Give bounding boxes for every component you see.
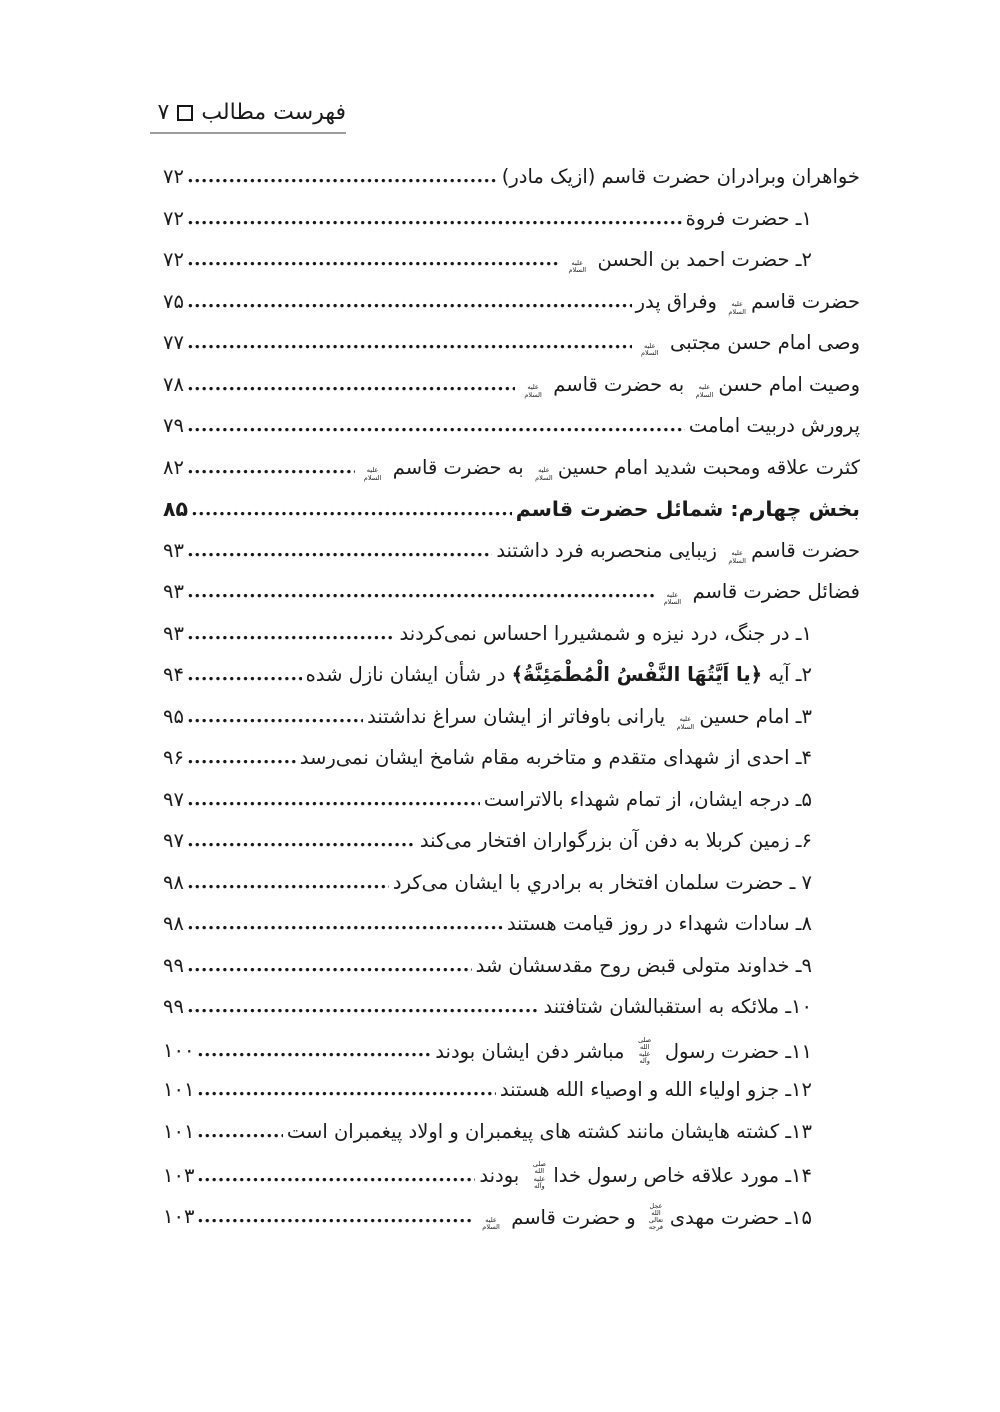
toc-entry	[163, 1029, 860, 1071]
toc-entry-title: ۹ـ خداوند متولی قبض روح مقدسشان شد	[475, 953, 812, 977]
dot-leader	[188, 967, 472, 972]
toc-page-number: ۷۷	[163, 331, 184, 354]
toc-entry	[163, 738, 860, 780]
toc-page-number: ۹۸	[163, 912, 184, 935]
toc-page-number: ۱۰۱	[163, 1078, 195, 1101]
toc-entry	[163, 697, 860, 739]
toc-entry-title: ۱ـ در جنگ، درد نیزه و شمشیررا احساس نمی‌کردند	[399, 621, 812, 645]
dot-leader	[188, 552, 492, 557]
dot-leader	[188, 925, 503, 930]
dot-leader	[188, 303, 632, 308]
toc-page-number: ۱۰۳	[163, 1163, 195, 1187]
toc-entry	[163, 821, 860, 863]
toc-entry-title: کثرت علاقه ومحبت شدید امام حسینعلیه السلام به حضرت قاسم علیه السلام	[359, 456, 860, 482]
dot-leader	[188, 884, 389, 889]
toc-entry	[163, 780, 860, 822]
dot-leader	[198, 1052, 431, 1057]
honorific-as-icon: علیه السلام	[535, 466, 553, 482]
toc-entry	[163, 655, 860, 697]
toc-entry	[163, 987, 860, 1029]
honorific-as-icon: علیه السلام	[676, 715, 695, 731]
toc-entry-title: ۱۳ـ کشته هایشان مانند کشته های پیغمبران و اولاد پیغمبران است	[286, 1119, 812, 1143]
toc-page-number: ۹۳	[163, 621, 184, 645]
dot-leader	[198, 1218, 473, 1223]
toc-page-number: ۹۹	[163, 995, 184, 1018]
dot-leader	[188, 178, 498, 183]
dot-leader	[188, 593, 654, 598]
dot-leader	[188, 635, 396, 640]
toc-page-number: ۷۵	[163, 289, 184, 313]
toc-entry-title: فضائل حضرت قاسم علیه السلام	[658, 580, 860, 606]
toc-entry-title: ۴ـ احدی از شهدای متقدم و متاخربه مقام شامخ ایشان نمی‌رسد	[299, 746, 812, 769]
dot-leader	[198, 1091, 495, 1096]
toc-page-number: ۸۲	[163, 455, 184, 479]
toc-entry-title: حضرت قاسمعلیه السلام وفراق پدر	[635, 289, 860, 316]
toc-entry-title: ۱۵ـ حضرت مهدیعجل الله تعالی فرجه و حضرت قاسم علیه السلام	[477, 1203, 812, 1232]
toc-page-number: ۸۵	[163, 497, 189, 521]
toc-entry-title: وصیت امام حسنعلیه السلام به حضرت قاسم علیه السلام	[519, 373, 860, 399]
toc-entry-title: حضرت قاسمعلیه السلام زیبایی منحصربه فرد داشتند	[496, 538, 860, 565]
toc-entry	[163, 863, 860, 905]
toc-entry-title: ۷ ـ حضرت سلمان افتخار به برادري با ایشان می‌کرد	[392, 870, 812, 894]
header-page-number: ۷	[157, 100, 170, 125]
dot-leader	[188, 1008, 540, 1013]
dot-leader	[192, 511, 512, 516]
toc-entry-title: ۱۴ـ مورد علاقه خاص رسول خداصلی الله علیه وآله بودند	[479, 1160, 812, 1190]
toc-page-number: ۱۰۱	[163, 1119, 195, 1143]
toc-entry-title: ۵ـ درجه ایشان، از تمام شهداء بالاتراست	[483, 787, 812, 811]
toc-entry	[163, 365, 860, 407]
toc-entry	[163, 1153, 860, 1195]
toc-entry	[163, 157, 860, 199]
toc-page-number: ۷۲	[163, 165, 184, 188]
toc-entry-title: ۱ـ حضرت فروة	[685, 206, 812, 230]
dot-leader	[188, 427, 685, 432]
dot-leader	[188, 386, 515, 391]
toc-entry-title: ۲ـ آیه ﴿یا اَیَّتُهَا النَّفْسُ الْمُطْمَئِنَّةُ﴾ در شأن ایشان نازل شده	[305, 663, 812, 686]
toc-entry	[163, 323, 860, 365]
toc-entry-title: ۱۲ـ جزو اولیاء الله و اوصیاء الله هستند	[499, 1078, 812, 1101]
honorific-as-icon: علیه السلام	[728, 549, 746, 565]
toc-entry	[163, 240, 860, 282]
dot-leader	[188, 759, 296, 764]
dot-leader	[188, 220, 682, 225]
toc-list	[163, 157, 860, 1236]
toc-page-number: ۹۳	[163, 538, 184, 562]
toc-page-number: ۹۴	[163, 663, 184, 686]
toc-entry-title: خواهران وبرادران حضرت قاسم (ازیک مادر)	[501, 165, 860, 188]
toc-page-number: ۹۶	[163, 746, 184, 769]
page-header	[150, 100, 346, 134]
honorific-aj-icon: عجل الله تعالی فرجه	[648, 1201, 664, 1232]
toc-entry	[163, 1070, 860, 1112]
toc-entry	[163, 572, 860, 614]
honorific-as-icon: علیه السلام	[568, 258, 587, 274]
toc-entry-title: ۸ـ سادات شهداء در روز قیامت هستند	[506, 912, 812, 935]
toc-page-number: ۷۸	[163, 372, 184, 396]
toc-entry-title: بخش چهارم: شمائل حضرت قاسم	[515, 497, 860, 521]
toc-entry	[163, 904, 860, 946]
honorific-as-icon: علیه السلام	[663, 590, 682, 606]
toc-entry	[163, 406, 860, 448]
toc-page-number: ۱۰۰	[163, 1039, 195, 1063]
honorific-as-icon: علیه السلام	[524, 383, 542, 399]
header-title: فهرست مطالب	[201, 100, 346, 125]
toc-page-number: ۷۲	[163, 248, 184, 271]
toc-page-number: ۹۷	[163, 787, 184, 811]
toc-entry	[163, 282, 860, 324]
dot-leader	[188, 469, 355, 474]
toc-entry	[163, 448, 860, 490]
honorific-as-icon: علیه السلام	[482, 1216, 500, 1232]
dot-leader	[188, 344, 632, 349]
toc-page-number: ۹۵	[163, 704, 184, 728]
dot-leader	[198, 1177, 475, 1182]
dot-leader	[188, 676, 302, 681]
toc-entry-title: وصی امام حسن مجتبی علیه السلام	[636, 331, 860, 357]
toc-page-number: ۹۳	[163, 580, 184, 603]
toc-entry-title: ۳ـ امام حسینعلیه السلام یارانی باوفاتر از ایشان سراغ نداشتند	[367, 704, 812, 731]
toc-entry	[163, 614, 860, 656]
toc-entry-title: ۱۱ـ حضرت رسول صلی الله علیه وآله مباشر دفن ایشان بودند	[435, 1035, 812, 1066]
honorific-as-icon: علیه السلام	[641, 341, 659, 357]
toc-entry-title: ۱۰ـ ملائکه به استقبالشان شتافتند	[543, 995, 812, 1018]
toc-entry	[163, 946, 860, 988]
toc-page-number: ۹۸	[163, 870, 184, 894]
toc-page-number: ۷۲	[163, 206, 184, 230]
dot-leader	[188, 801, 480, 806]
dot-leader	[188, 842, 416, 847]
toc-page-number: ۱۰۳	[163, 1205, 195, 1229]
toc-page-number: ۹۷	[163, 829, 184, 852]
dot-leader	[188, 261, 559, 266]
toc-entry-title: ۲ـ حضرت احمد بن الحسن علیه السلام	[563, 248, 812, 274]
dot-leader	[188, 718, 363, 723]
toc-entry	[163, 489, 860, 531]
toc-entry-title: پرورش دربیت امامت	[688, 414, 860, 437]
dot-leader	[198, 1133, 282, 1138]
section-square-icon	[177, 105, 193, 121]
honorific-as-icon: علیه السلام	[695, 383, 714, 399]
toc-entry-title: ۶ـ زمین کربلا به دفن آن بزرگواران افتخار می‌کند	[419, 829, 812, 852]
toc-entry	[163, 1112, 860, 1154]
honorific-saw-icon: صلی الله علیه وآله	[532, 1160, 546, 1190]
honorific-as-icon: علیه السلام	[728, 300, 746, 316]
toc-entry	[163, 531, 860, 573]
toc-entry	[163, 199, 860, 241]
toc-entry	[163, 1195, 860, 1237]
quran-verse: ﴿یا اَیَّتُهَا النَّفْسُ الْمُطْمَئِنَّةُ﴾	[511, 663, 763, 686]
toc-page-number: ۷۹	[163, 414, 184, 437]
honorific-as-icon: علیه السلام	[363, 466, 382, 482]
honorific-saw-icon: صلی الله علیه وآله	[638, 1035, 652, 1066]
toc-page-number: ۹۹	[163, 953, 184, 977]
